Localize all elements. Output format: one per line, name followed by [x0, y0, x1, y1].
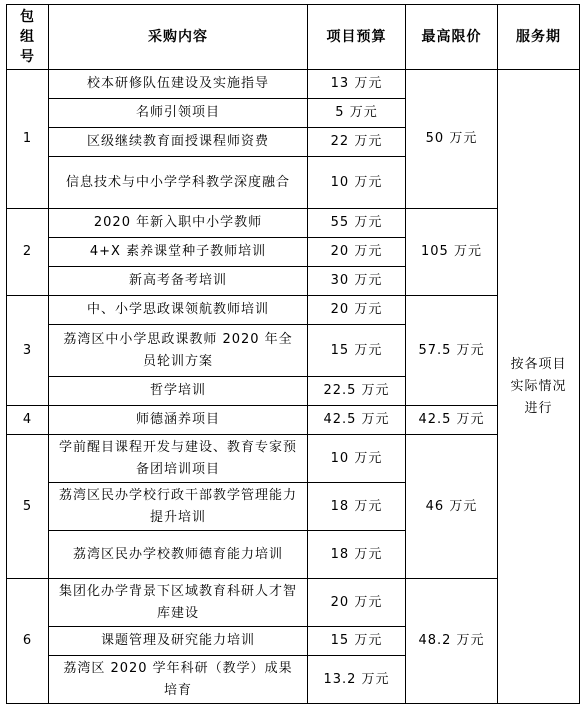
package-number: 5: [7, 435, 49, 579]
item-budget: 30 万元: [308, 267, 406, 296]
item-budget: 13.2 万元: [308, 656, 406, 704]
header-service-period: 服务期: [498, 5, 580, 70]
header-row: [7, 5, 580, 70]
item-content: 区级继续教育面授课程师资费: [49, 128, 308, 157]
package-number: 1: [7, 70, 49, 209]
header-package-number: 包组号: [7, 5, 49, 70]
item-budget: 10 万元: [308, 157, 406, 209]
item-budget: 42.5 万元: [308, 406, 406, 435]
package-number: 6: [7, 579, 49, 704]
item-content: 新高考备考培训: [49, 267, 308, 296]
package-number: 3: [7, 296, 49, 406]
table-body: [7, 70, 580, 704]
max-price: 46 万元: [406, 435, 498, 579]
max-price: 105 万元: [406, 209, 498, 296]
item-content: 4+X 素养课堂种子教师培训: [49, 238, 308, 267]
item-budget: 22 万元: [308, 128, 406, 157]
item-budget: 20 万元: [308, 296, 406, 325]
table-row: [7, 70, 580, 99]
item-content: 课题管理及研究能力培训: [49, 627, 308, 656]
item-budget: 20 万元: [308, 579, 406, 627]
item-content: 校本研修队伍建设及实施指导: [49, 70, 308, 99]
item-budget: 55 万元: [308, 209, 406, 238]
item-content: 荔湾区 2020 学年科研（教学）成果培育: [49, 656, 308, 704]
item-budget: 18 万元: [308, 483, 406, 531]
header-content: 采购内容: [49, 5, 308, 70]
item-content: 名师引领项目: [49, 99, 308, 128]
table-row: [7, 296, 580, 325]
item-budget: 5 万元: [308, 99, 406, 128]
table-header: [7, 5, 580, 70]
item-content: 中、小学思政课领航教师培训: [49, 296, 308, 325]
max-price: 42.5 万元: [406, 406, 498, 435]
item-budget: 22.5 万元: [308, 377, 406, 406]
package-number: 2: [7, 209, 49, 296]
service-period: 按各项目实际情况进行: [498, 70, 580, 704]
item-content: 荔湾区民办学校教师德育能力培训: [49, 531, 308, 579]
item-budget: 10 万元: [308, 435, 406, 483]
item-budget: 15 万元: [308, 325, 406, 377]
max-price: 48.2 万元: [406, 579, 498, 704]
table-row: [7, 406, 580, 435]
item-content: 荔湾区民办学校行政干部教学管理能力提升培训: [49, 483, 308, 531]
item-content: 学前醒目课程开发与建设、教育专家预备团培训项目: [49, 435, 308, 483]
item-budget: 15 万元: [308, 627, 406, 656]
procurement-table: [6, 4, 580, 704]
item-content: 信息技术与中小学学科教学深度融合: [49, 157, 308, 209]
header-budget: 项目预算: [308, 5, 406, 70]
item-content: 师德涵养项目: [49, 406, 308, 435]
header-max-price: 最高限价: [406, 5, 498, 70]
item-content: 集团化办学背景下区域教育科研人才智库建设: [49, 579, 308, 627]
table-row: [7, 209, 580, 238]
item-content: 哲学培训: [49, 377, 308, 406]
package-number: 4: [7, 406, 49, 435]
item-content: 荔湾区中小学思政课教师 2020 年全员轮训方案: [49, 325, 308, 377]
item-budget: 13 万元: [308, 70, 406, 99]
table-row: [7, 435, 580, 483]
max-price: 50 万元: [406, 70, 498, 209]
item-budget: 18 万元: [308, 531, 406, 579]
item-content: 2020 年新入职中小学教师: [49, 209, 308, 238]
max-price: 57.5 万元: [406, 296, 498, 406]
item-budget: 20 万元: [308, 238, 406, 267]
table-row: [7, 579, 580, 627]
